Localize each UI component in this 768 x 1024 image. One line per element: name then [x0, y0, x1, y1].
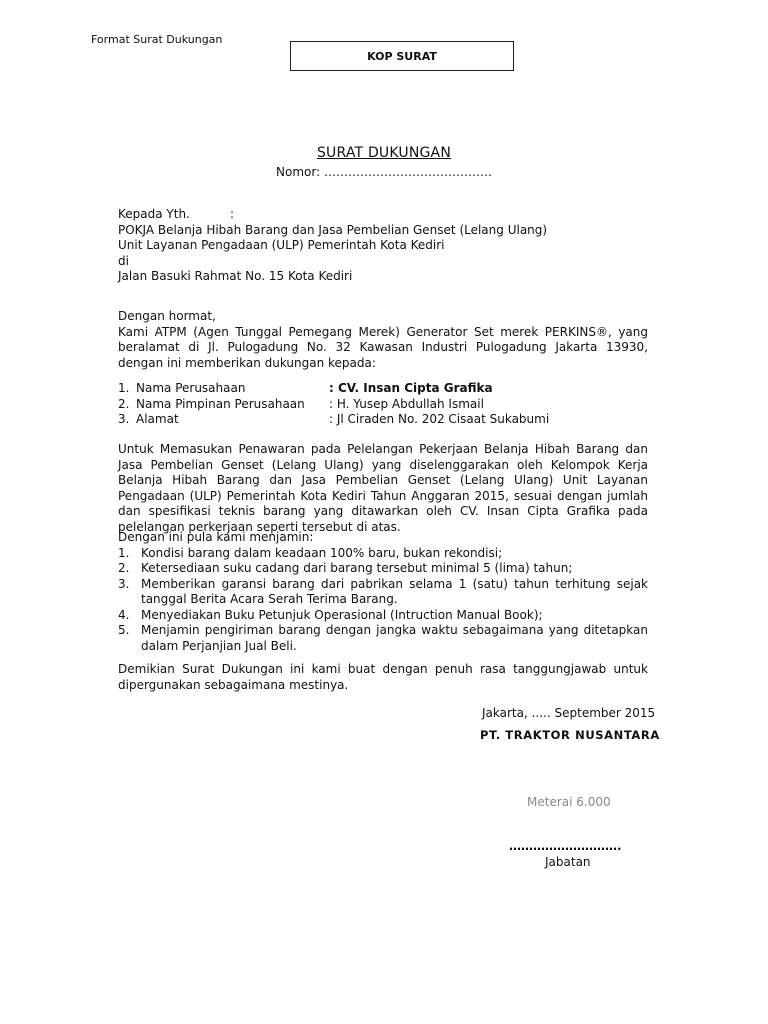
address-block: [118, 207, 648, 285]
identity-value: : Jl Ciraden No. 202 Cisaat Sukabumi: [329, 412, 550, 426]
recipient-label-line: [118, 207, 648, 223]
guarantee-text: Kondisi barang dalam keadaan 100% baru, bukan rekondisi;: [141, 545, 503, 560]
kop-surat-label: KOP SURAT: [367, 49, 437, 63]
identity-row: [118, 397, 648, 413]
guarantee-num: 3.: [118, 576, 130, 591]
guarantee-text: Ketersediaan suku cadang dari barang tersebut minimal 5 (lima) tahun;: [141, 561, 573, 575]
identity-num: 3.: [118, 412, 130, 426]
guarantee-num: 2.: [118, 561, 130, 575]
header-note: Format Surat Dukungan: [91, 33, 223, 46]
guarantee-item: [118, 623, 648, 654]
guarantee-text: Menyediakan Buku Petunjuk Operasional (Intruction Manual Book);: [141, 607, 543, 622]
recipient-line-2: Unit Layanan Pengadaan (ULP) Pemerintah Kota Kediri: [118, 238, 445, 252]
place-date: Jakarta, ..... September 2015: [482, 706, 656, 720]
guarantee-num: 1.: [118, 545, 130, 560]
intro-block: [118, 309, 648, 371]
purpose-paragraph: Untuk Memasukan Penawaran pada Pelelangan Pekerjaan Belanja Hibah Barang dan Jasa Pembelian Genset (Lelang Ulang) yang diselenggarakan oleh Kelompok Kerja Belanja Hibah Barang dan Jasa Pembelian Genset (Lelang Ulang) Unit Layanan Pengadaan (ULP) Pemerintah Kota Kediri Tahun Anggaran 2015, sesuai dengan jumlah dan spesifikasi teknis barang yang ditawarkan oleh CV. Insan Cipta Grafika pada pelelangan perkerjaan seperti tersebut di atas.: [118, 442, 648, 534]
recipient-label: Kepada Yth.: [118, 207, 190, 221]
guarantee-item: [118, 546, 648, 562]
salutation: Dengan hormat,: [118, 309, 216, 323]
identity-label: Alamat: [136, 412, 179, 426]
guarantee-text: Menjamin pengiriman barang dengan jangka waktu sebagaimana yang ditetapkan dalam Perjanjian Jual Beli.: [141, 623, 648, 653]
identity-num: 1.: [118, 381, 130, 395]
identity-value: : CV. Insan Cipta Grafika: [329, 381, 493, 395]
identity-list: [118, 381, 648, 428]
identity-row: [118, 412, 648, 428]
identity-label: Nama Pimpinan Perusahaan: [136, 396, 305, 411]
signer-position: Jabatan: [545, 855, 591, 869]
guarantee-num: 5.: [118, 623, 130, 637]
guarantee-item: [118, 608, 648, 624]
guarantee-num: 4.: [118, 607, 130, 622]
company-name: PT. TRAKTOR NUSANTARA: [480, 728, 660, 742]
guarantee-item: [118, 577, 648, 608]
kop-surat-box: [290, 41, 514, 71]
closing-paragraph: Demikian Surat Dukungan ini kami buat dengan penuh rasa tanggungjawab untuk dipergunakan sebagaimana mestinya.: [118, 662, 648, 692]
recipient-line-1: POKJA Belanja Hibah Barang dan Jasa Pembelian Genset (Lelang Ulang): [118, 222, 548, 237]
guarantee-block: [118, 530, 648, 654]
identity-value: : H. Yusep Abdullah Ismail: [329, 396, 484, 411]
recipient-line-3: di: [118, 253, 129, 268]
guarantee-item: [118, 561, 648, 577]
guarantee-intro: Dengan ini pula kami menjamin:: [118, 530, 314, 544]
identity-row: [118, 381, 648, 397]
identity-num: 2.: [118, 396, 130, 411]
signature-line: ……………………….: [509, 839, 622, 853]
letter-title: SURAT DUKUNGAN: [316, 145, 452, 161]
letter-number: Nomor: ……………………………………: [276, 165, 492, 179]
guarantee-text: Memberikan garansi barang dari pabrikan selama 1 (satu) tahun terhitung sejak tanggal Berita Acara Serah Terima Barang.: [141, 576, 648, 606]
stamp-duty-label: Meterai 6.000: [527, 795, 611, 809]
recipient-colon: :: [230, 207, 235, 221]
recipient-line-4: Jalan Basuki Rahmat No. 15 Kota Kediri: [118, 269, 353, 283]
intro-paragraph: Kami ATPM (Agen Tunggal Pemegang Merek) Generator Set merek PERKINS®, yang beralamat di Jl. Pulogadung No. 32 Kawasan Industri Pulogadung Jakarta 13930, dengan ini memberikan dukungan kepada:: [118, 324, 648, 370]
identity-label: Nama Perusahaan: [136, 381, 246, 395]
